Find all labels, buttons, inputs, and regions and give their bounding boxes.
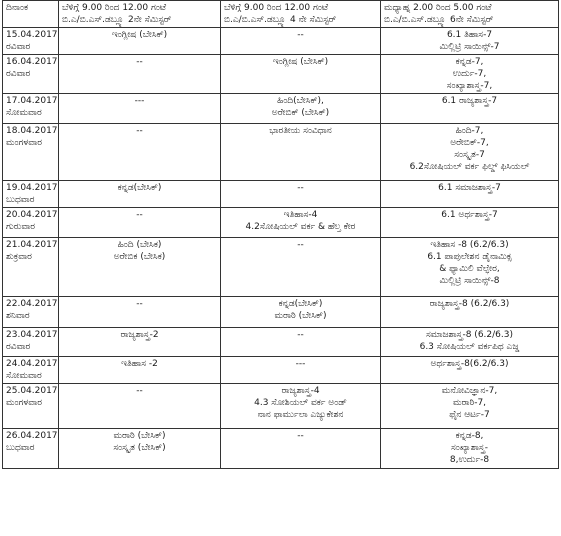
exam-date: 21.04.2017 — [6, 240, 58, 250]
exam-weekday: ಬುಧವಾರ — [6, 195, 35, 205]
subject-line: -- — [136, 210, 143, 220]
subject-cell-c4 — [381, 124, 559, 181]
subject-cell-c2 — [59, 208, 221, 238]
subject-line: ನಾನ ಫಾರ್ಮುಲಾ ಎಜ್ಯುಕೇಶನ — [257, 410, 344, 420]
exam-weekday: ರವಿವಾರ — [6, 42, 31, 52]
subject-line: ಮರಾಠಿ-7, — [452, 398, 487, 408]
exam-date: 19.04.2017 — [6, 183, 58, 193]
exam-date: 26.04.2017 — [6, 431, 58, 441]
exam-weekday: ಮಂಗಳವಾರ — [6, 398, 43, 408]
subject-line: ಕನ್ನಡ(ಬೇಸಿಕ್) — [278, 299, 323, 309]
subject-cell-c4 — [381, 181, 559, 208]
subject-line: ಉರ್ದು-7, — [452, 69, 487, 79]
subject-cell-c3 — [221, 55, 381, 94]
subject-line: 6.1 ಅರ್ಥಶಾಸ್ತ್ರ-7 — [441, 210, 498, 220]
timetable-table — [2, 0, 559, 469]
subject-line: -- — [297, 330, 304, 340]
subject-cell-c3 — [221, 238, 381, 297]
header-col3-line2: ಬಿ.ಎ/ಬಿ.ಎಸ್.ಡಬ್ಲ್ಯೂ 4 ನೇ ಸೆಮಿಸ್ಟರ್ — [224, 15, 337, 25]
exam-date: 15.04.2017 — [6, 30, 58, 40]
table-row — [3, 238, 559, 297]
subject-cell-c3 — [221, 357, 381, 384]
subject-line: ಮನೋವಿಜ್ಞಾನ-7, — [441, 386, 498, 396]
subject-line: -- — [297, 240, 304, 250]
subject-line: ರಾಜ್ಯಶಾಸ್ತ್ರ-2 — [120, 330, 159, 340]
subject-cell-c4 — [381, 28, 559, 55]
subject-cell-c2 — [59, 357, 221, 384]
subject-cell-c4 — [381, 384, 559, 429]
exam-weekday: ರವಿವಾರ — [6, 342, 31, 352]
date-cell — [3, 429, 59, 469]
date-cell — [3, 297, 59, 328]
subject-line: -- — [136, 299, 143, 309]
subject-cell-c3 — [221, 28, 381, 55]
subject-line: ಇಂಗ್ಲೀಷ (ಬೇಸಿಕ್) — [111, 30, 168, 40]
subject-cell-c3 — [221, 384, 381, 429]
exam-date: 17.04.2017 — [6, 96, 58, 106]
date-cell — [3, 384, 59, 429]
subject-line: -- — [297, 183, 304, 193]
subject-cell-c4 — [381, 55, 559, 94]
header-row — [3, 1, 559, 28]
header-date-label: ದಿನಾಂಕ — [6, 3, 29, 13]
header-session-4th-sem — [221, 1, 381, 28]
subject-cell-c2 — [59, 429, 221, 469]
subject-line: ಫೈನ ಆರ್ಟ-7 — [449, 410, 490, 420]
header-col2-line2: ಬಿ.ಎ/ಬಿ.ಎಸ್.ಡಬ್ಲ್ಯೂ 2ನೇ ಸೆಮಿಸ್ಟರ್ — [62, 15, 172, 25]
exam-weekday: ಶುಕ್ರವಾರ — [6, 252, 32, 262]
subject-cell-c4 — [381, 297, 559, 328]
subject-line: ಇತಿಹಾಸ -2 — [121, 359, 158, 369]
subject-line: 6.1 ಸಮಾಜಶಾಸ್ತ್ರ-7 — [438, 183, 501, 193]
exam-weekday: ಶನಿವಾರ — [6, 311, 30, 321]
exam-date: 24.04.2017 — [6, 359, 58, 369]
subject-line: ಮರಾಠಿ (ಬೇಸಿಕ್) — [113, 431, 166, 441]
date-cell — [3, 181, 59, 208]
subject-cell-c2 — [59, 297, 221, 328]
subject-line: ಭಾರತೀಯ ಸಂವಿಧಾನ — [269, 126, 332, 136]
subject-cell-c4 — [381, 94, 559, 124]
exam-date: 25.04.2017 — [6, 386, 58, 396]
subject-cell-c2 — [59, 94, 221, 124]
subject-cell-c4 — [381, 328, 559, 357]
header-session-6th-sem — [381, 1, 559, 28]
subject-line: ಹಿಂದಿ (ಬೇಸಿಕ) — [117, 240, 162, 250]
subject-cell-c3 — [221, 328, 381, 357]
header-col3-line1: ಬೆಳಿಗ್ಗೆ 9.00 ರಿಂದ 12.00 ಗಂಟೆ — [224, 3, 329, 13]
subject-cell-c3 — [221, 429, 381, 469]
exam-date: 16.04.2017 — [6, 57, 58, 67]
subject-line: 4.2ಸೋಷಿಯಲ್ ವರ್ಕ & ಹೆಲ್ತ ಕೇರ — [245, 222, 356, 232]
subject-line: ಮಿಲ್ಲಿಟ್ರಿ ಸಾಯಿನ್ಸ್-8 — [439, 276, 500, 286]
subject-cell-c3 — [221, 208, 381, 238]
subject-cell-c2 — [59, 238, 221, 297]
subject-cell-c4 — [381, 429, 559, 469]
date-cell — [3, 357, 59, 384]
table-row — [3, 94, 559, 124]
header-col4-line2: ಬಿ.ಎ/ಬಿ.ಎಸ್.ಡಬ್ಲ್ಯೂ 6ನೇ ಸೆಮಿಸ್ಟರ್ — [384, 15, 494, 25]
date-cell — [3, 238, 59, 297]
exam-date: 20.04.2017 — [6, 210, 58, 220]
subject-line: ಇತಿಹಾಸ -8 (6.2/6.3) — [430, 240, 509, 250]
subject-cell-c3 — [221, 181, 381, 208]
exam-weekday: ಬುಧವಾರ — [6, 443, 35, 453]
table-row — [3, 297, 559, 328]
subject-line: -- — [136, 386, 143, 396]
exam-weekday: ಮಂಗಳವಾರ — [6, 138, 43, 148]
subject-line: -- — [297, 431, 304, 441]
subject-line: -- — [136, 57, 143, 67]
subject-line: 6.1 ರಾಜ್ಯಶಾಸ್ತ್ರ-7 — [441, 96, 498, 106]
subject-line: 6.2ಸೋಷಿಯಲ್ ವರ್ಕ ಫಿಲ್ಡ್ ಫಿಸಿಯಲ್ — [409, 162, 530, 172]
subject-line: ಹಿಂದಿ(ಬೇಸಿಕ್), — [277, 96, 324, 106]
subject-cell-c4 — [381, 357, 559, 384]
date-cell — [3, 28, 59, 55]
table-row — [3, 124, 559, 181]
subject-line: 6.1 ಪಾಪುಲೇಶನ ಡೈನಾಮಿಕ್ಸ — [427, 252, 512, 262]
subject-cell-c2 — [59, 181, 221, 208]
exam-weekday: ಸೋಮವಾರ — [6, 371, 42, 381]
exam-date: 18.04.2017 — [6, 126, 58, 136]
subject-line: ಸಂಸ್ಕೃತ (ಬೇಸಿಕ್) — [113, 443, 166, 453]
subject-line: ಅರ್ಥಶಾಸ್ತ್ರ-8(6.2/6.3) — [430, 359, 509, 369]
subject-line: ಸಮಾಜಶಾಸ್ತ್ರ-8 (6.2/6.3) — [425, 330, 513, 340]
table-row — [3, 357, 559, 384]
subject-cell-c2 — [59, 28, 221, 55]
subject-line: ಕನ್ನಡ(ಬೇಸಿಕ್) — [117, 183, 162, 193]
exam-timetable — [2, 0, 558, 532]
exam-date: 23.04.2017 — [6, 330, 58, 340]
subject-line: ಅರೇಬಿಕ್-7, — [450, 138, 489, 148]
table-row — [3, 328, 559, 357]
exam-weekday: ಸೋಮವಾರ — [6, 108, 42, 118]
subject-line: ಹಿಂದಿ-7, — [455, 126, 484, 136]
subject-cell-c3 — [221, 94, 381, 124]
exam-weekday: ರವಿವಾರ — [6, 69, 31, 79]
exam-weekday: ಗುರುವಾರ — [6, 222, 36, 232]
subject-line: ಅರೇಬಿಕ (ಬೇಸಿಕ) — [113, 252, 166, 262]
subject-cell-c3 — [221, 297, 381, 328]
table-row — [3, 55, 559, 94]
header-col4-line1: ಮಧ್ಯಾಹ್ನ 2.00 ರಿಂದ 5.00 ಗಂಟೆ — [384, 3, 492, 13]
subject-cell-c3 — [221, 124, 381, 181]
subject-cell-c4 — [381, 208, 559, 238]
subject-cell-c4 — [381, 238, 559, 297]
subject-line: ಮರಾಠಿ (ಬೇಸಿಕ್) — [274, 311, 327, 321]
subject-line: ಸಂಸ್ಕೃತ-7 — [454, 150, 485, 160]
subject-line: --- — [295, 359, 306, 369]
exam-date: 22.04.2017 — [6, 299, 58, 309]
table-row — [3, 208, 559, 238]
subject-line: --- — [134, 96, 145, 106]
subject-line: 8,ಉರ್ದು-8 — [449, 455, 490, 465]
subject-line: -- — [297, 30, 304, 40]
header-col2-line1: ಬೆಳಿಗ್ಗೆ 9.00 ರಿಂದ 12.00 ಗಂಟೆ — [62, 3, 167, 13]
subject-line: ಸಂಖ್ಯಾಶಾಸ್ತ್ರ-7, — [446, 81, 493, 91]
subject-line: ರಾಜ್ಯಶಾಸ್ತ್ರ-4 — [281, 386, 320, 396]
subject-line: -- — [136, 126, 143, 136]
date-cell — [3, 328, 59, 357]
subject-line: ಕನ್ನಡ-7, — [455, 57, 484, 67]
subject-line: ಸಂಖ್ಯಾಶಾಸ್ತ್ರ- — [451, 443, 488, 453]
subject-cell-c2 — [59, 328, 221, 357]
subject-line: 6.1 ತಿಹಾಸ-7 — [446, 30, 493, 40]
subject-line: 6.3 ಸೋಷಿಯಲ್ ವರ್ಕಪಿಥ ಎಜ್ಡ — [419, 342, 520, 352]
date-cell — [3, 124, 59, 181]
subject-cell-c2 — [59, 384, 221, 429]
header-session-2nd-sem — [59, 1, 221, 28]
table-row — [3, 28, 559, 55]
date-cell — [3, 55, 59, 94]
date-cell — [3, 208, 59, 238]
table-row — [3, 384, 559, 429]
header-date — [3, 1, 59, 28]
subject-line: ಕನ್ನಡ-8, — [455, 431, 484, 441]
subject-line: ಮಿಲ್ಲಿಟ್ರಿ ಸಾಯಿನ್ಸ್-7 — [439, 42, 500, 52]
subject-line: ಇಂಗ್ಲೀಷ (ಬೇಸಿಕ್) — [272, 57, 329, 67]
subject-line: 4.3 ಸೋಶಿಯಲ್ ವರ್ಕ ಅಂಡ್ — [254, 398, 347, 408]
subject-cell-c2 — [59, 55, 221, 94]
subject-line: & ಫ್ಯಾಮಿಲಿ ವೆಲ್ಫೇರ, — [439, 264, 500, 274]
table-row — [3, 429, 559, 469]
subject-line: ಇತಿಹಾಸ-4 — [283, 210, 318, 220]
date-cell — [3, 94, 59, 124]
subject-cell-c2 — [59, 124, 221, 181]
subject-line: ರಾಜ್ಯಶಾಸ್ತ್ರ-8 (6.2/6.3) — [429, 299, 510, 309]
subject-line: ಅರೇಬಿಕ್ (ಬೇಸಿಕ್) — [271, 108, 330, 118]
table-row — [3, 181, 559, 208]
